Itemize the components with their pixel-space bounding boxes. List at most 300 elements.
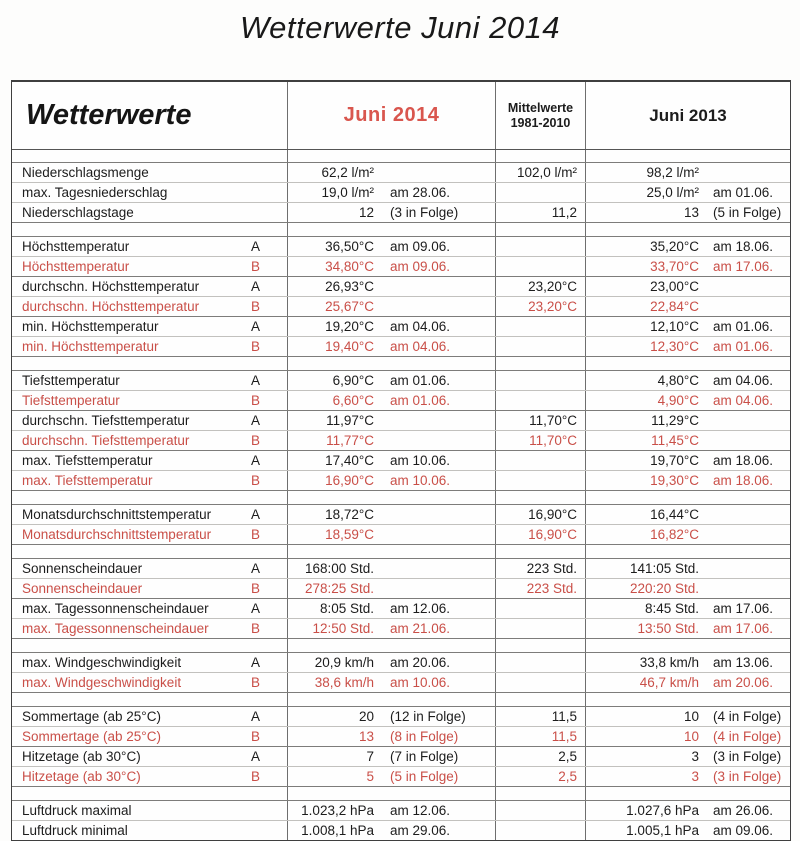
date-juni-2013: am 18.06. (713, 473, 774, 488)
ab-indicator: A (251, 709, 261, 724)
mittelwerte-cell (495, 525, 585, 544)
value-juni-2014: 168:00 Std. (304, 561, 374, 576)
mittelwerte-cell (495, 183, 585, 202)
date-juni-2014: am 28.06. (390, 185, 451, 200)
value-juni-2014: 16,90°C (325, 473, 374, 488)
value-juni-2014: 19,20°C (325, 319, 374, 334)
label-cell (12, 747, 287, 766)
mittelwerte-cell (495, 505, 585, 524)
date-juni-2014: (8 in Folge) (390, 729, 459, 744)
spacer-row (12, 638, 790, 652)
value-juni-2013: 98,2 l/m² (646, 165, 699, 180)
label-cell (12, 237, 287, 256)
value-juni-2013: 1.027,6 hPa (626, 803, 699, 818)
juni-2013-cell (585, 579, 790, 598)
juni-2013-cell (585, 821, 790, 840)
value-juni-2013: 220:20 Std. (629, 581, 699, 596)
value-juni-2013: 11,45°C (651, 433, 699, 448)
table-row (12, 618, 790, 638)
juni-2013-cell (585, 451, 790, 470)
juni-2014-cell (287, 317, 495, 336)
ab-indicator: A (251, 507, 261, 522)
row-label: durchschn. Höchsttemperatur (22, 279, 200, 294)
row-label: Hitzetage (ab 30°C) (22, 749, 141, 764)
label-cell (12, 391, 287, 410)
header-mittelwerte-line2: 1981-2010 (510, 115, 571, 130)
row-label: Höchsttemperatur (22, 259, 130, 274)
juni-2014-cell (287, 431, 495, 450)
label-cell (12, 257, 287, 276)
mittelwerte-cell (495, 371, 585, 390)
date-juni-2013: am 26.06. (713, 803, 774, 818)
value-juni-2013: 19,70°C (650, 453, 699, 468)
label-cell (12, 203, 287, 222)
juni-2014-cell (287, 579, 495, 598)
row-label: durchschn. Tiefsttemperatur (22, 433, 190, 448)
date-juni-2013: am 04.06. (713, 393, 774, 408)
date-juni-2013: (3 in Folge) (713, 769, 782, 784)
label-cell (12, 801, 287, 820)
juni-2013-cell (585, 559, 790, 578)
ab-indicator: B (251, 769, 261, 784)
juni-2013-cell (585, 801, 790, 820)
juni-2014-cell (287, 559, 495, 578)
mittelwerte-cell (495, 579, 585, 598)
ab-indicator: B (251, 299, 261, 314)
juni-2013-cell (585, 297, 790, 316)
value-juni-2013: 16,44°C (650, 507, 699, 522)
date-juni-2013: am 18.06. (713, 239, 774, 254)
juni-2014-cell (287, 183, 495, 202)
date-juni-2013: (3 in Folge) (713, 749, 782, 764)
mittelwerte-cell (495, 431, 585, 450)
mittelwerte-cell (495, 727, 585, 746)
value-juni-2014: 18,72°C (325, 507, 374, 522)
spacer-row (12, 222, 790, 236)
value-juni-2014: 8:05 Std. (319, 601, 374, 616)
value-juni-2013: 13:50 Std. (637, 621, 699, 636)
label-cell (12, 505, 287, 524)
value-juni-2014: 20,9 km/h (314, 655, 374, 670)
mittelwerte-cell (495, 653, 585, 672)
row-label: Niederschlagsmenge (22, 165, 149, 180)
mittelwerte-cell (495, 203, 585, 222)
juni-2014-cell (287, 801, 495, 820)
header-mittelwerte-line1: Mittelwerte (507, 100, 574, 115)
label-cell (12, 707, 287, 726)
label-cell (12, 431, 287, 450)
row-label: Sonnenscheindauer (22, 561, 143, 576)
value-mittelwerte: 2,5 (558, 769, 577, 784)
juni-2013-cell (585, 203, 790, 222)
mittelwerte-cell (495, 471, 585, 490)
table-row (12, 706, 790, 726)
juni-2013-cell (585, 727, 790, 746)
table-row (12, 162, 790, 182)
mittelwerte-cell (495, 297, 585, 316)
value-mittelwerte: 11,70°C (529, 433, 577, 448)
spacer-row (12, 356, 790, 370)
header-wetterwerte: Wetterwerte (26, 99, 192, 131)
value-juni-2014: 1.023,2 hPa (301, 803, 374, 818)
mittelwerte-cell (495, 599, 585, 618)
juni-2013-cell (585, 707, 790, 726)
table-row (12, 470, 790, 490)
value-mittelwerte: 16,90°C (528, 507, 577, 522)
table-row (12, 316, 790, 336)
mittelwerte-cell (495, 237, 585, 256)
table-row (12, 726, 790, 746)
value-juni-2013: 4,80°C (657, 373, 699, 388)
value-juni-2014: 1.008,1 hPa (301, 823, 374, 838)
ab-indicator: A (251, 413, 261, 428)
row-label: Monatsdurchschnittstemperatur (22, 507, 212, 522)
value-juni-2013: 22,84°C (650, 299, 699, 314)
date-juni-2013: (5 in Folge) (713, 205, 782, 220)
date-juni-2013: am 20.06. (713, 675, 774, 690)
date-juni-2014: am 09.06. (390, 259, 451, 274)
ab-indicator: B (251, 527, 261, 542)
juni-2014-cell (287, 673, 495, 692)
value-juni-2014: 25,67°C (325, 299, 374, 314)
label-cell (12, 411, 287, 430)
value-juni-2014: 11,77°C (326, 433, 374, 448)
row-label: Sommertage (ab 25°C) (22, 729, 161, 744)
row-label: Tiefsttemperatur (22, 393, 120, 408)
value-juni-2013: 12,30°C (650, 339, 699, 354)
table-row (12, 256, 790, 276)
juni-2013-cell (585, 163, 790, 182)
row-label: Luftdruck minimal (22, 823, 128, 838)
mittelwerte-cell (495, 163, 585, 182)
date-juni-2013: am 04.06. (713, 373, 774, 388)
label-cell (12, 673, 287, 692)
spacer-row (12, 150, 790, 162)
value-juni-2014: 278:25 Std. (304, 581, 374, 596)
row-label: max. Tiefsttemperatur (22, 473, 153, 488)
mittelwerte-cell (495, 411, 585, 430)
ab-indicator (251, 183, 287, 202)
value-juni-2013: 3 (691, 749, 699, 764)
juni-2013-cell (585, 471, 790, 490)
row-label: Monatsdurchschnittstemperatur (22, 527, 212, 542)
row-label: Hitzetage (ab 30°C) (22, 769, 141, 784)
table-row (12, 276, 790, 296)
label-cell (12, 371, 287, 390)
row-label: durchschn. Höchsttemperatur (22, 299, 200, 314)
date-juni-2014: am 04.06. (390, 319, 451, 334)
juni-2014-cell (287, 337, 495, 356)
ab-indicator: A (251, 655, 261, 670)
row-label: min. Höchsttemperatur (22, 339, 159, 354)
row-label: Sommertage (ab 25°C) (22, 709, 161, 724)
label-cell (12, 599, 287, 618)
juni-2013-cell (585, 257, 790, 276)
date-juni-2013: am 17.06. (713, 621, 774, 636)
value-mittelwerte: 223 Std. (526, 561, 577, 576)
juni-2014-cell (287, 821, 495, 840)
mittelwerte-cell (495, 801, 585, 820)
value-mittelwerte: 2,5 (558, 749, 577, 764)
label-cell (12, 619, 287, 638)
value-juni-2013: 141:05 Std. (629, 561, 699, 576)
juni-2013-cell (585, 767, 790, 786)
value-mittelwerte: 11,70°C (529, 413, 577, 428)
value-mittelwerte: 11,5 (551, 709, 577, 724)
date-juni-2014: (7 in Folge) (390, 749, 459, 764)
value-juni-2013: 1.005,1 hPa (626, 823, 699, 838)
juni-2014-cell (287, 525, 495, 544)
ab-indicator: B (251, 433, 261, 448)
ab-indicator: B (251, 621, 261, 636)
value-juni-2014: 26,93°C (325, 279, 374, 294)
date-juni-2013: am 17.06. (713, 259, 774, 274)
value-mittelwerte: 223 Std. (526, 581, 577, 596)
value-juni-2013: 25,0 l/m² (646, 185, 699, 200)
label-cell (12, 317, 287, 336)
label-cell (12, 767, 287, 786)
juni-2013-cell (585, 525, 790, 544)
table-body (12, 150, 790, 840)
label-cell (12, 525, 287, 544)
date-juni-2014: am 10.06. (390, 675, 451, 690)
juni-2013-cell (585, 431, 790, 450)
ab-indicator: A (251, 319, 261, 334)
value-juni-2013: 13 (683, 205, 699, 220)
date-juni-2014: am 04.06. (390, 339, 451, 354)
juni-2014-cell (287, 451, 495, 470)
ab-indicator (251, 801, 287, 820)
date-juni-2014: am 09.06. (390, 239, 451, 254)
ab-indicator: A (251, 749, 261, 764)
ab-indicator (251, 821, 287, 840)
juni-2013-cell (585, 391, 790, 410)
label-cell (12, 277, 287, 296)
date-juni-2013: am 01.06. (713, 339, 774, 354)
juni-2014-cell (287, 277, 495, 296)
spacer-row (12, 692, 790, 706)
ab-indicator: B (251, 729, 261, 744)
row-label: Luftdruck maximal (22, 803, 132, 818)
mittelwerte-cell (495, 277, 585, 296)
date-juni-2013: am 01.06. (713, 185, 774, 200)
juni-2014-cell (287, 297, 495, 316)
juni-2014-cell (287, 707, 495, 726)
date-juni-2014: am 12.06. (390, 601, 451, 616)
juni-2014-cell (287, 505, 495, 524)
value-juni-2013: 16,82°C (650, 527, 699, 542)
label-cell (12, 471, 287, 490)
label-cell (12, 183, 287, 202)
spacer-row (12, 490, 790, 504)
table-row (12, 766, 790, 786)
table-row (12, 336, 790, 356)
ab-indicator: A (251, 601, 261, 616)
row-label: durchschn. Tiefsttemperatur (22, 413, 190, 428)
mittelwerte-cell (495, 747, 585, 766)
label-cell (12, 579, 287, 598)
date-juni-2014: am 10.06. (390, 453, 451, 468)
value-juni-2013: 8:45 Std. (644, 601, 699, 616)
value-mittelwerte: 11,5 (551, 729, 577, 744)
juni-2014-cell (287, 599, 495, 618)
mittelwerte-cell (495, 391, 585, 410)
table-row (12, 820, 790, 840)
ab-indicator: B (251, 473, 261, 488)
value-juni-2013: 33,8 km/h (639, 655, 699, 670)
date-juni-2014: (5 in Folge) (390, 769, 459, 784)
date-juni-2014: (3 in Folge) (390, 205, 459, 220)
value-juni-2014: 34,80°C (325, 259, 374, 274)
value-juni-2013: 10 (683, 729, 699, 744)
header-mittelwerte (495, 82, 585, 149)
label-cell (12, 297, 287, 316)
date-juni-2014: am 10.06. (390, 473, 451, 488)
value-juni-2014: 6,60°C (332, 393, 374, 408)
mittelwerte-cell (495, 257, 585, 276)
value-mittelwerte: 16,90°C (528, 527, 577, 542)
juni-2014-cell (287, 391, 495, 410)
juni-2013-cell (585, 747, 790, 766)
juni-2013-cell (585, 653, 790, 672)
table-row (12, 504, 790, 524)
document-title: Wetterwerte Juni 2014 (239, 10, 561, 45)
juni-2014-cell (287, 237, 495, 256)
ab-indicator: A (251, 453, 261, 468)
ab-indicator: A (251, 239, 261, 254)
spacer-row (12, 786, 790, 800)
juni-2013-cell (585, 317, 790, 336)
juni-2014-cell (287, 619, 495, 638)
value-juni-2013: 33,70°C (650, 259, 699, 274)
spacer-row (12, 544, 790, 558)
value-juni-2013: 23,00°C (650, 279, 699, 294)
label-cell (12, 821, 287, 840)
ab-indicator: A (251, 279, 261, 294)
value-juni-2014: 62,2 l/m² (321, 165, 374, 180)
value-juni-2014: 18,59°C (325, 527, 374, 542)
juni-2014-cell (287, 371, 495, 390)
date-juni-2014: (12 in Folge) (390, 709, 466, 724)
mittelwerte-cell (495, 619, 585, 638)
table-row (12, 430, 790, 450)
juni-2014-cell (287, 163, 495, 182)
mittelwerte-cell (495, 673, 585, 692)
value-juni-2013: 10 (683, 709, 699, 724)
mittelwerte-cell (495, 559, 585, 578)
date-juni-2014: am 01.06. (390, 393, 451, 408)
value-juni-2014: 5 (366, 769, 374, 784)
value-juni-2014: 12:50 Std. (312, 621, 374, 636)
table-row (12, 558, 790, 578)
date-juni-2013: am 01.06. (713, 319, 774, 334)
label-cell (12, 727, 287, 746)
table-header-row (12, 82, 790, 150)
row-label: max. Tiefsttemperatur (22, 453, 153, 468)
value-juni-2014: 19,40°C (325, 339, 374, 354)
date-juni-2013: am 17.06. (713, 601, 774, 616)
label-cell (12, 653, 287, 672)
juni-2013-cell (585, 371, 790, 390)
mittelwerte-cell (495, 451, 585, 470)
juni-2013-cell (585, 411, 790, 430)
mittelwerte-cell (495, 317, 585, 336)
header-juni-2013: Juni 2013 (585, 82, 790, 149)
value-juni-2013: 46,7 km/h (639, 675, 699, 690)
mittelwerte-cell (495, 337, 585, 356)
juni-2014-cell (287, 653, 495, 672)
value-juni-2014: 36,50°C (325, 239, 374, 254)
value-juni-2014: 20 (358, 709, 374, 724)
value-juni-2014: 19,0 l/m² (321, 185, 374, 200)
weather-table (11, 80, 791, 841)
ab-indicator (251, 203, 287, 222)
value-mittelwerte: 23,20°C (528, 299, 577, 314)
value-juni-2013: 4,90°C (657, 393, 699, 408)
table-row (12, 652, 790, 672)
date-juni-2014: am 29.06. (390, 823, 451, 838)
value-juni-2014: 11,97°C (326, 413, 374, 428)
value-juni-2014: 38,6 km/h (314, 675, 374, 690)
ab-indicator: B (251, 675, 261, 690)
table-row (12, 598, 790, 618)
juni-2014-cell (287, 203, 495, 222)
table-row (12, 578, 790, 598)
row-label: Tiefsttemperatur (22, 373, 120, 388)
table-row (12, 296, 790, 316)
label-cell (12, 337, 287, 356)
ab-indicator: B (251, 259, 261, 274)
table-row (12, 182, 790, 202)
juni-2013-cell (585, 337, 790, 356)
value-mittelwerte: 11,2 (551, 205, 577, 220)
date-juni-2013: am 18.06. (713, 453, 774, 468)
row-label: Niederschlagstage (22, 205, 134, 220)
row-label: Sonnenscheindauer (22, 581, 143, 596)
mittelwerte-cell (495, 821, 585, 840)
row-label: Höchsttemperatur (22, 239, 130, 254)
table-row (12, 800, 790, 820)
juni-2014-cell (287, 767, 495, 786)
date-juni-2013: am 13.06. (713, 655, 774, 670)
juni-2013-cell (585, 673, 790, 692)
ab-indicator: B (251, 393, 261, 408)
row-label: max. Windgeschwindigkeit (22, 675, 182, 690)
juni-2014-cell (287, 471, 495, 490)
juni-2013-cell (585, 277, 790, 296)
date-juni-2013: am 09.06. (713, 823, 774, 838)
ab-indicator (251, 163, 287, 182)
value-juni-2013: 11,29°C (651, 413, 699, 428)
date-juni-2014: am 21.06. (390, 621, 451, 636)
header-juni-2014: Juni 2014 (287, 82, 495, 149)
value-juni-2014: 17,40°C (325, 453, 374, 468)
value-juni-2013: 35,20°C (650, 239, 699, 254)
table-row (12, 746, 790, 766)
date-juni-2014: am 01.06. (390, 373, 451, 388)
mittelwerte-cell (495, 767, 585, 786)
juni-2013-cell (585, 599, 790, 618)
label-cell (12, 559, 287, 578)
juni-2013-cell (585, 619, 790, 638)
ab-indicator: A (251, 373, 261, 388)
value-mittelwerte: 23,20°C (528, 279, 577, 294)
value-juni-2014: 6,90°C (332, 373, 374, 388)
table-row (12, 390, 790, 410)
value-mittelwerte: 102,0 l/m² (516, 165, 577, 180)
value-juni-2013: 19,30°C (650, 473, 699, 488)
label-cell (12, 451, 287, 470)
